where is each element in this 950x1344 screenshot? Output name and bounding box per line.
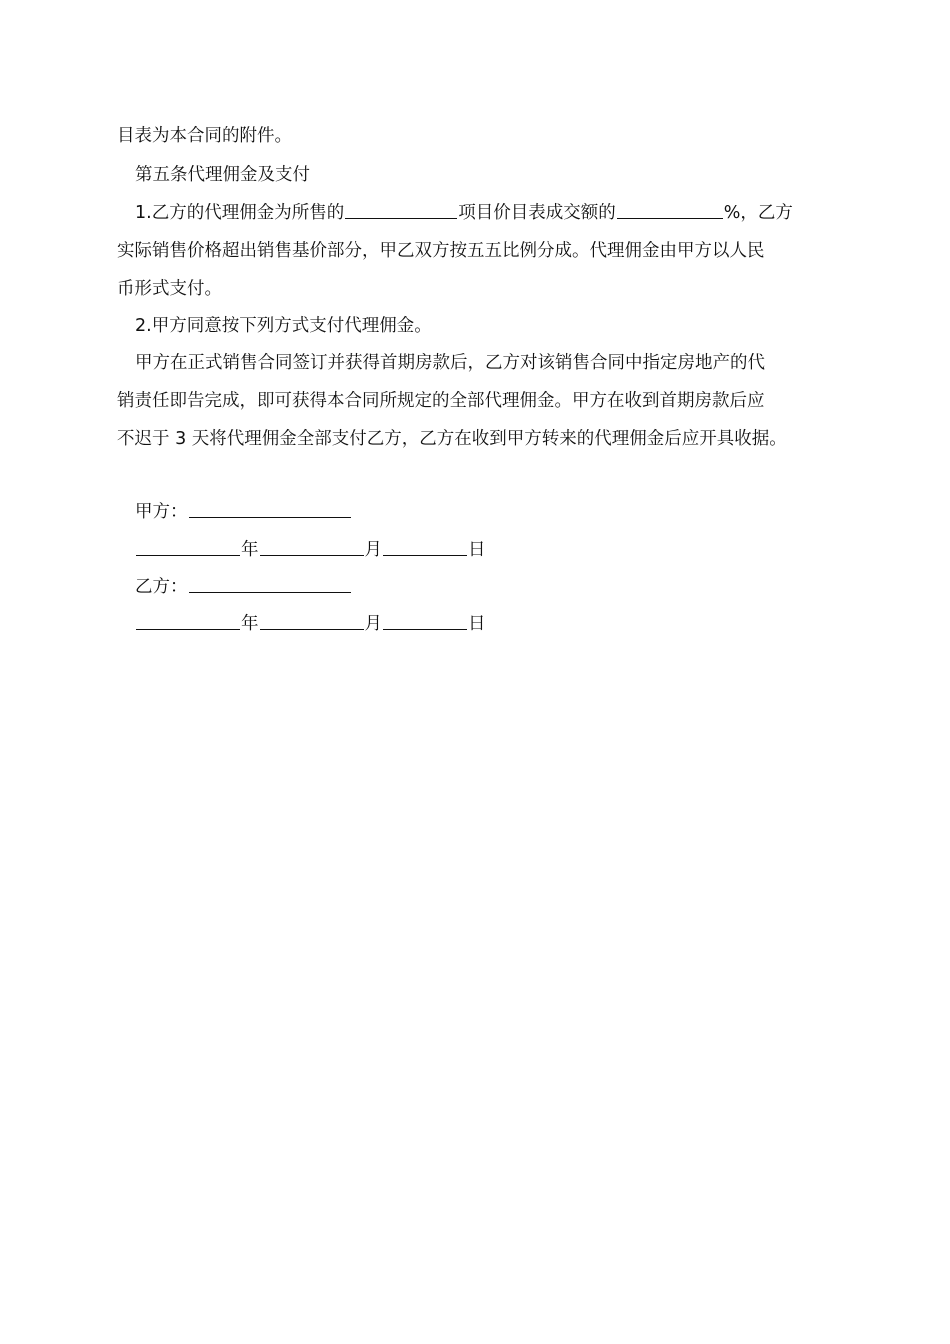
section-heading: 第五条代理佣金及支付 <box>135 165 310 185</box>
year-label: 年 <box>241 614 259 634</box>
day-blank <box>383 613 467 630</box>
project-blank <box>345 202 457 219</box>
year-blank <box>136 613 240 630</box>
paragraph-line-commission <box>135 201 793 225</box>
month-blank <box>260 539 364 556</box>
day-label: 日 <box>468 540 486 560</box>
party-b-signature <box>135 575 352 599</box>
percentage-blank <box>617 202 723 219</box>
paragraph-line: 实际销售价格超出销售基价部分，甲乙双方按五五比例分成。代理佣金由甲方以人民 <box>117 241 765 261</box>
day-blank <box>383 539 467 556</box>
party-a-label: 甲方： <box>135 502 188 522</box>
paragraph-line: 币形式支付。 <box>117 279 222 299</box>
month-blank <box>260 613 364 630</box>
paragraph-line: 销责任即告完成，即可获得本合同所规定的全部代理佣金。甲方在收到首期房款后应 <box>117 391 765 411</box>
year-blank <box>136 539 240 556</box>
year-label: 年 <box>241 540 259 560</box>
party-b-blank <box>189 576 351 593</box>
party-b-label: 乙方： <box>135 577 188 597</box>
paragraph-line: 甲方在正式销售合同签订并获得首期房款后，乙方对该销售合同中指定房地产的代 <box>135 353 765 373</box>
commission-text-2: 项目价目表成交额的 <box>458 203 616 223</box>
paragraph-line: 2.甲方同意按下列方式支付代理佣金。 <box>135 316 432 336</box>
month-label: 月 <box>364 614 382 634</box>
paragraph-line: 目表为本合同的附件。 <box>117 126 292 146</box>
paragraph-line: 不迟于 3 天将代理佣金全部支付乙方，乙方在收到甲方转来的代理佣金后应开具收据。 <box>117 429 787 449</box>
month-label: 月 <box>364 540 382 560</box>
commission-text-3: %，乙方 <box>723 203 793 223</box>
party-a-blank <box>189 501 351 518</box>
day-label: 日 <box>468 614 486 634</box>
party-a-date <box>135 538 486 562</box>
party-b-date <box>135 612 486 636</box>
party-a-signature <box>135 500 352 524</box>
commission-text-1: 1.乙方的代理佣金为所售的 <box>135 203 345 223</box>
